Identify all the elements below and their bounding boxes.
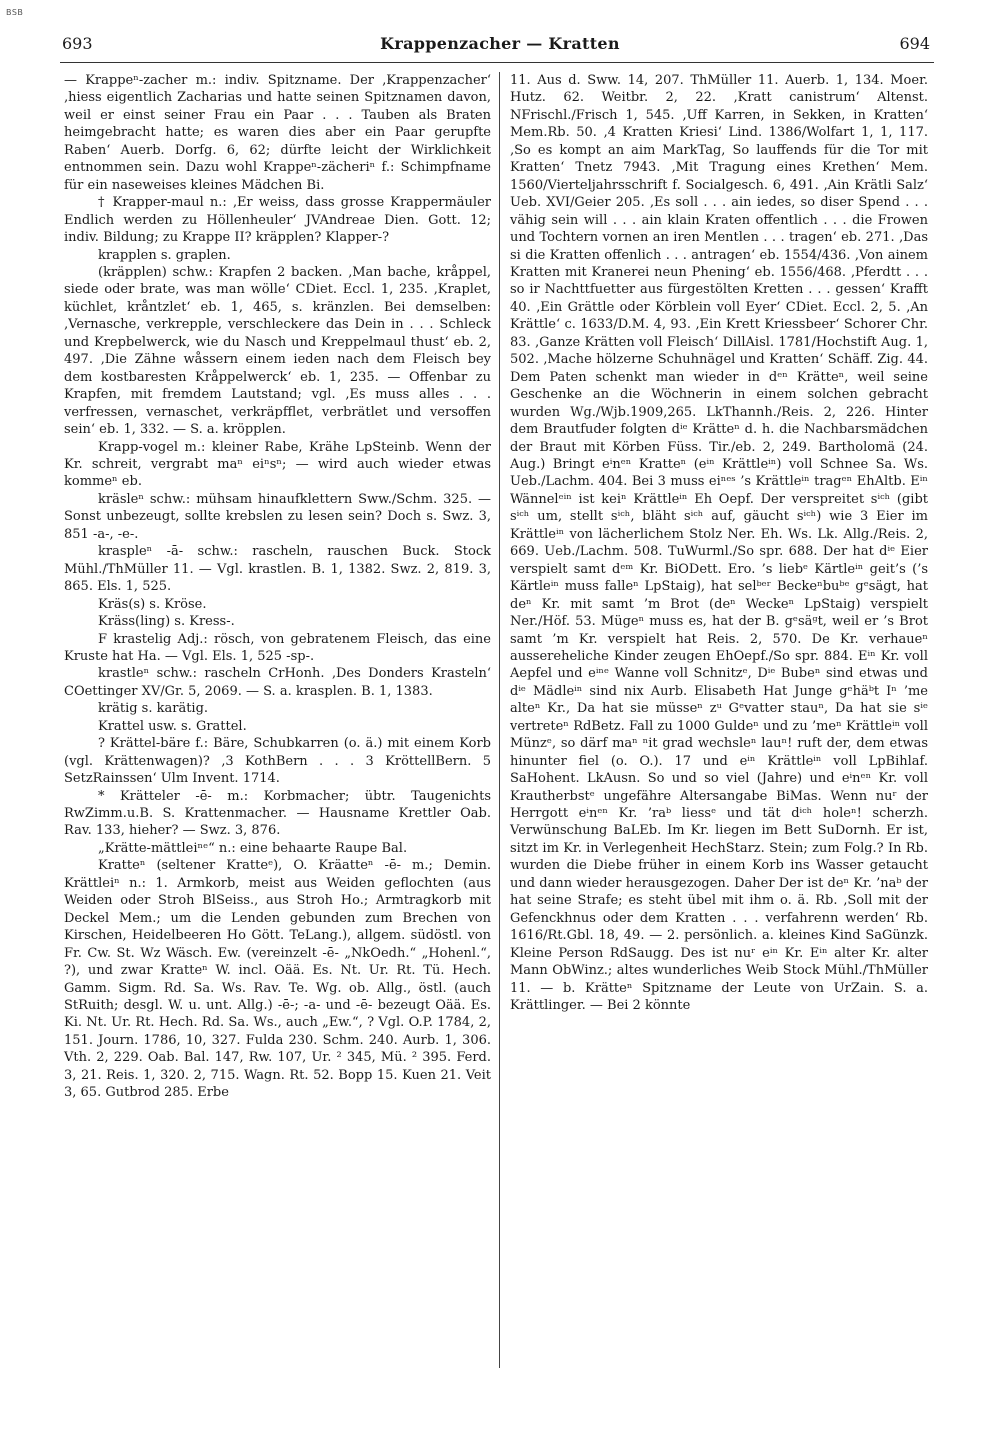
dictionary-entry: Kratteⁿ (seltener Kratteᵉ), O. Kräatteⁿ -ē- m.; Demin. Krättleiⁿ n.: 1. Armkorb, meist aus Weiden geflochten (aus Weiden oder Stroh BlSeiss., aus Stroh Ho.; Armtragkorb mit Deckel Mem.; um die Lenden gebunden zum Brechen von Kirschen, Heidelbeeren Ho Gött. TeLang.), allgem. südöstl. von Fr. Cw. St. Wz Wäsch. Ew. (vereinzelt -ē- „NkOedh.“ „Hohenl.“, ?), und zwar Kratteⁿ W. incl. Oää. Es. Nt. Ur. Rt. Tü. Hech. Gamm. Sigm. Rd. Sa. Ws. Rav. Te. Wg. ob. Allg., östl. (auch StRuith; desgl. W. u. unt. Allg.) -ē-; -a- und -ē- bezeugt Oää. Es. Ki. Nt. Ur. Rt. Hech. Rd. Sa. Ws., auch „Ew.“, ? Vgl. O.P. 1784, 2, 151. Journ. 1786, 10, 327. Fulda 230. Schm. 240. Aurb. 1, 306. Vth. 2, 229. Oab. Bal. 147, Rw. 107, Ur. ² 345, Mü. ² 395. Ferd. 3, 21. Reis. 1, 320. 2, 715. Wagn. Rt. 52. Bopp 15. Kuen 21. Veit 3, 65. Gutbrod 285. Erbe bbox=[64, 858, 491, 1101]
dictionary-entry: F krastelig Adj.: rösch, von gebratenem Fleisch, das eine Kruste hat Ha. — Vgl. Els. 1, 525 -sp-. bbox=[64, 631, 491, 664]
dictionary-entry: Kräs(s) s. Kröse. bbox=[98, 596, 207, 612]
right-column bbox=[510, 72, 928, 1014]
dictionary-entry: (kräpplen) schw.: Krapfen 2 backen. ‚Man bache, kråppel, siede oder brate, was man wölle‘ CDiet. Eccl. 1, 235. ‚Kraplet, küchlet, kråntzlet‘ eb. 1, 465, s. kränzlen. Bei demselben: ‚Vernasche, verkrepple, verschleckere das Dein in . . . Schleck und Krepbelwerck, wie du Nasch und Kreppelmaul thust‘ eb. 2, 497. ‚Die Zähne wåssern einem ieden nach dem Fleisch bey dem kostbaresten Kråppelwerck‘ eb. 1, 235. — Offenbar zu Krapfen, mit fremdem Lautstand; vgl. ‚Es muss alles . . . verfressen, vernaschet, verkräpfflet, verbrätlet und versoffen sein‘ eb. 1, 332. — S. a. kröpplen. bbox=[64, 264, 491, 438]
left-column bbox=[64, 72, 491, 1102]
dictionary-entry: krätig s. karätig. bbox=[98, 701, 209, 717]
dictionary-entry: Krapp-vogel m.: kleiner Rabe, Krähe LpSteinb. Wenn der Kr. schreit, vergrabt maⁿ eiⁿsⁿ; — wird auch wieder etwas kommeⁿ eb. bbox=[64, 439, 491, 490]
dictionary-entry: krapplen s. graplen. bbox=[98, 247, 231, 263]
header-rule bbox=[60, 62, 934, 63]
column-divider bbox=[499, 72, 500, 1368]
dictionary-entry: kraspleⁿ -ā- schw.: rascheln, rauschen Buck. Stock Mühl./ThMüller 11. — Vgl. krastlen. B. 1, 1382. Swz. 2, 819. 3, 865. Els. 1, 525. bbox=[64, 544, 491, 595]
dictionary-entry: † Krapper-maul n.: ‚Er weiss, dass grosse Krappermäuler Endlich werden zu Höllenheuler‘ JVAndreae Dien. Gott. 12; indiv. Bildung; zu Krappe II? kräpplen? Klapper-? bbox=[64, 195, 491, 246]
dictionary-entry: kräsleⁿ schw.: mühsam hinaufklettern Sww./Schm. 325. — Sonst unbezeugt, sollte krebslen zu lesen sein? Doch s. Swz. 3, 851 -a-, -e-. bbox=[64, 491, 491, 542]
dictionary-entry: — Krappeⁿ-zacher m.: indiv. Spitzname. Der ‚Krappenzacher‘ ‚hiess eigentlich Zacharias und hatte seinen Spitznamen davon, weil er einst seiner Frau ein Paar . . . Tauben als Braten heimgebracht hatte; es waren dies aber ein Paar gerupfte Raben‘ Auerb. Dorfg. 6, 62; dürfte leicht der Wirklichkeit entnommen sein. Dazu wohl Krappeⁿ-zächeriⁿ f.: Schimpfname für ein naseweises kleines Mädchen Bi. bbox=[64, 73, 491, 193]
page-number-right: 694 bbox=[899, 34, 930, 53]
dictionary-entry: Kräss(ling) s. Kress-. bbox=[98, 614, 235, 630]
dictionary-entry: Krattel usw. s. Grattel. bbox=[98, 718, 247, 734]
dictionary-entry: ? Krättel-bäre f.: Bäre, Schubkarren (o. ä.) mit einem Korb (vgl. Krättenwagen)? ‚3 KothBern . . . 3 KröttellBern. 5 SetzRainssen‘ Ulm Invent. 1714. bbox=[64, 736, 491, 787]
running-title: Krappenzacher — Kratten bbox=[380, 34, 620, 53]
dictionary-entry: * Krätteler -ē- m.: Korbmacher; übtr. Taugenichts RwZimm.u.B. S. Krattenmacher. — Hausname Krettler Oab. Rav. 133, hieher? — Swz. 3, 876. bbox=[64, 788, 491, 839]
page-header bbox=[0, 34, 1000, 58]
dictionary-entry: krastleⁿ schw.: rascheln CrHonh. ‚Des Donders Krasteln‘ COettinger XV/Gr. 5, 2069. — S. a. krasplen. B. 1, 1383. bbox=[64, 666, 491, 699]
library-stamp: BSB bbox=[6, 8, 24, 17]
page-number-left: 693 bbox=[62, 34, 93, 53]
dictionary-entry: 11. Aus d. Sww. 14, 207. ThMüller 11. Auerb. 1, 134. Moer. Hutz. 62. Weitbr. 2, 22. ‚Kratt canistrum‘ Altenst. NFrischl./Frisch 1, 545. ‚Uff Karren, in Sekken, in Kratten‘ Mem.Rb. 50. ‚4 Kratten Kriesi‘ Lind. 1386/Wolfart 1, 1, 117. ‚So es kompt an aim MarkTag, So lauffends für die Tor mit Kratten‘ Tnetz 7943. ‚Mit Tragung eines Krethen‘ Mem. 1560/Vierteljahrsschrift f. Socialgesch. 6, 491. ‚Ain Krätli Salz‘ Ueb. XVI/Geier 205. ‚Es soll . . . ain iedes, so diser Spend . . . vähig sein will . . . ain klain Kraten offentlich . . . die Frowen und Tochtern vornen an iren Mentlen . . . tragen‘ eb. 271. ‚Das si die Kratten offenlich . . . antragen‘ eb. 1554/436. ‚Von ainem Kratten mit Kranerei neun Phening‘ eb. 1556/468. ‚Pferdtt . . . so ir Nachttfuetter aus fürgestölten Kretten . . . gessen‘ Krafft 40. ‚Ein Grättle oder Körblein voll Eyer‘ CDiet. Eccl. 2, 5. ‚An Krättle‘ c. 1633/D.M. 4, 93. ‚Ein Krett Kriessbeer‘ Schorer Chr. 83. ‚Ganze Krätten voll Fleisch‘ DillAisl. 1781/Hochstift Aug. 1, 502. ‚Mache hölzerne Schuhnägel und Kratten‘ Schäff. Zig. 44. Dem Paten schenkt man wieder in dᵉⁿ Krätteⁿ, weil seine Geschenke an die Wöchnerin in einem solchen gebracht wurden Wg./Wjb.1909,265. LkThannh./Reis. 2, 226. Hinter dem Brautfuder folgten dⁱᵉ Krätteⁿ d. h. die Nachbarsmädchen der Braut mit Körben Füss. Tir./eb. 2, 249. Bartholomä (24. Aug.) Bringt eⁱnᵉⁿ Kratteⁿ (eⁱⁿ Krättleⁱⁿ) voll Schnee Sa. Ws. Ueb./Lachm. 404. Bei 3 muss eiⁿᵉˢ ’s Krättleⁱⁿ tragᵉⁿ EhAltb. Eⁱⁿ Wännelᵉⁱⁿ ist keiⁿ Krättleⁱⁿ Eh Oepf. Der verspreitet sⁱᶜʰ (gibt sⁱᶜʰ um, stellt sⁱᶜʰ, bläht sⁱᶜʰ auf, gäucht sⁱᶜʰ) wie 3 Eier im Krättleⁱⁿ von lächerlichem Stolz Ner. Eh. Ws. Lk. Allg./Reis. 2, 669. Ueb./Lachm. 508. TuWurml./So spr. 688. Der hat dⁱᵉ Eier verspielt samt dᵉᵐ Kr. BiODett. Ero. ’s liebᵉ Kärtleⁱⁿ geit’s (’s Kärtleⁱⁿ muss falleⁿ LpStaig), hat selᵇᵉʳ Beckeⁿbuᵇᵉ gᵉsägt, hat deⁿ Kr. mit samt ’m Brot (deⁿ Weckeⁿ LpStaig) verspielt Ner./Höf. 53. Mügeⁿ muss es, hat der B. gᵉsäᵍt, weil er ’s Brot samt ’m Kr. verspielt hat Reis. 2, 570. De Kr. verhaueⁿ aussereheliche Kinder zeugen EhOepf./So spr. 884. Eⁱⁿ Kr. voll Aepfel und eⁱⁿᵉ Wanne voll Schnitzᵉ, Dⁱᵉ Bubeⁿ sind etwas und dⁱᵉ Mädleⁱⁿ sind nix Aurb. Elisabeth Hat Junge gᵉhäᵇt Iⁿ ’me alteⁿ Kr., Da hat sie müsseⁿ zᵘ Gᵉvatter stauⁿ, Da hat sie sⁱᵉ vertreteⁿ RdBetz. Fall zu 1000 Guldeⁿ und zu ’meⁿ Krättleⁱⁿ voll Münzᵉ, so därf maⁿ ⁿit grad wechsleⁿ lauⁿ! ruft der, dem etwas hinunter fiel (o. O.). 17 und eⁱⁿ Krättleⁱⁿ voll LpBihlaf. SaHohent. LkAusn. So und so viel (Jahre) und eⁱnᵉⁿ Kr. voll Krautherbstᵉ ungefähre Altersangabe BiMas. Wenn nuʳ der Herrgott eⁱnᵉⁿ Kr. ’raᵇ liessᵉ und tät dⁱᶜʰ holeⁿ! scherzh. Verwünschung BaLEb. Im Kr. liegen im Bett SuDornh. Er ist, sitzt im Kr. in Verlegenheit HechStarz. Stein; zum Folg.? In Rb. wurden die Diebe früher in einem Korb ins Wasser getaucht und dann wieder herausgezogen. Daher Der ist deⁿ Kr. ’naᵇ der hat seine Strafe; es steht übel mit ihm o. ä. Rb. ‚Soll mit der Gefenckhnus oder dem Kratten . . . verfahrenn werden‘ Rb. 1616/Rt.Gbl. 18, 49. — 2. persönlich. a. kleines Kind SaGünzk. Kleine Person RdSaugg. Des ist nuʳ eⁱⁿ Kr. Eⁱⁿ alter Kr. alter Mann ObWinz.; altes wunderliches Weib Stock Mühl./ThMüller 11. — b. Krätteⁿ Spitzname der Leute von UrZain. S. a. Krättlinger. — Bei 2 könnte bbox=[510, 73, 928, 1014]
dictionary-entry: „Krätte-mättleiⁿᵉ“ n.: eine behaarte Raupe Bal. bbox=[98, 840, 408, 856]
